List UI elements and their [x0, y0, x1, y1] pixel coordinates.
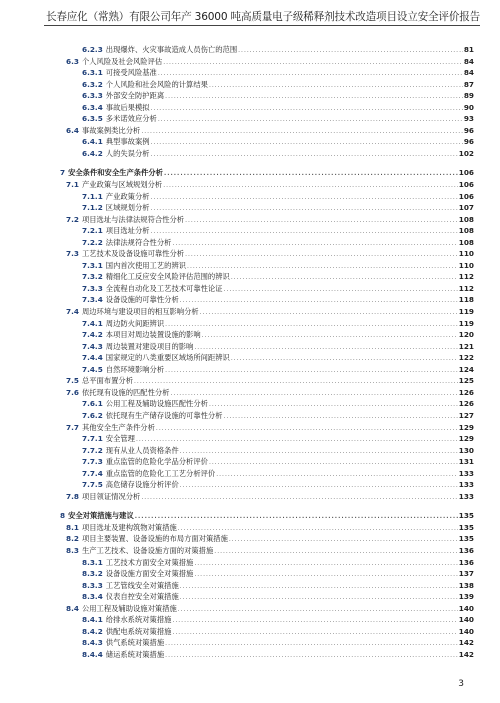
toc-entry[interactable] [60, 533, 474, 545]
toc-entry-title: 总平面布置分析 [81, 376, 134, 386]
toc-entry-title: 仪表自控安全对策措施 [105, 592, 179, 602]
toc-entry-title: 项目选址及建构筑物对策措施 [81, 522, 177, 532]
toc-entry-page: 112 [458, 272, 474, 282]
toc-entry-page: 133 [458, 491, 474, 501]
toc-entry-title: 工艺技术及设备设施可靠性分析 [81, 249, 185, 259]
toc-entry-number: 6.3.4 [82, 102, 103, 112]
toc-entry-number: 8.4.2 [82, 626, 103, 636]
toc-entry[interactable] [60, 580, 474, 592]
toc-entry-number: 7.4.3 [82, 341, 103, 351]
toc-entry[interactable] [60, 294, 474, 306]
toc-entry[interactable] [60, 260, 474, 272]
toc-entry-title: 本项目对周边装置设施的影响 [105, 330, 201, 340]
toc-entry-title: 出现爆炸、火灾事故造成人员伤亡的范围 [105, 45, 238, 54]
toc-entry-number: 7.1.2 [82, 203, 103, 213]
toc-entry-number: 8.3.4 [82, 592, 103, 602]
toc-entry-number: 8.3.2 [82, 569, 103, 579]
toc-entry[interactable] [60, 67, 474, 79]
toc-entry-title: 国家规定的八类重要区域场所间距辨识 [105, 353, 230, 363]
toc-entry[interactable] [60, 352, 474, 364]
toc-entry[interactable] [60, 545, 474, 557]
toc-entry-page: 119 [458, 318, 474, 328]
toc-entry[interactable] [60, 649, 474, 661]
toc-entry-title: 公用工程及辅助设施对策措施 [81, 603, 177, 613]
toc-entry-page: 96 [463, 125, 474, 135]
toc-entry[interactable] [60, 136, 474, 148]
toc-entry-page: 124 [458, 364, 474, 374]
toc-entry-page: 84 [463, 68, 474, 78]
toc-entry-page: 127 [458, 410, 474, 420]
toc-entry[interactable] [60, 433, 474, 445]
toc-entry-title: 国内首次使用工艺的辨识 [105, 260, 187, 270]
toc-entry-page: 140 [458, 615, 474, 625]
toc-entry-number: 8.1 [66, 522, 79, 532]
toc-entry-number: 7.4.5 [82, 364, 103, 374]
toc-entry-page: 140 [458, 603, 474, 613]
toc-entry[interactable] [60, 364, 474, 376]
toc-entry[interactable] [60, 79, 474, 91]
toc-entry[interactable] [60, 113, 474, 125]
toc-entry[interactable] [60, 44, 474, 56]
toc-entry[interactable] [60, 491, 474, 503]
toc-entry-number: 7.6 [66, 387, 79, 397]
toc-entry-page: 81 [463, 45, 474, 54]
toc-entry-title: 现有从业人员资格条件 [105, 445, 179, 455]
toc-entry-number: 6.4.2 [82, 148, 103, 158]
toc-entry-number: 7 [60, 168, 66, 178]
toc-entry-number: 8.4.3 [82, 638, 103, 648]
toc-entry-number: 7.6.1 [82, 399, 103, 409]
toc-entry-title: 可接受风险基准 [105, 68, 157, 78]
toc-entry[interactable] [60, 248, 474, 260]
toc-entry[interactable] [60, 179, 474, 191]
toc-entry-title: 储运系统对策措施 [105, 649, 165, 659]
toc-entry-title: 项目主要装置、设备设施的布局方面对策措施 [81, 534, 228, 544]
toc-entry-page: 106 [458, 191, 474, 201]
toc-entry-page: 102 [458, 148, 474, 158]
toc-entry-number: 8.4 [66, 603, 79, 613]
toc-entry-title: 事故案例类比分析 [81, 125, 141, 135]
toc-entry-number: 6.2.3 [82, 45, 103, 54]
toc-entry-number: 7.7.1 [82, 434, 103, 444]
toc-entry-number: 7.3.1 [82, 260, 103, 270]
toc-entry-page: 112 [458, 283, 474, 293]
toc-entry-title: 公用工程及辅助设施匹配性分析 [105, 399, 208, 409]
toc-entry[interactable] [60, 387, 474, 399]
toc-entry-number: 7.7.3 [82, 457, 103, 467]
toc-entry-number: 7.7 [66, 422, 79, 432]
toc-entry-page: 135 [458, 522, 474, 532]
toc-entry-page: 108 [458, 237, 474, 247]
toc-entry-number: 7.4.1 [82, 318, 103, 328]
toc-entry-number: 7.5 [66, 376, 79, 386]
toc-entry-number: 6.3.2 [82, 79, 103, 89]
toc-entry-number: 8.4.4 [82, 649, 103, 659]
toc-entry-page: 126 [458, 399, 474, 409]
toc-entry-title: 事故后果模拟 [105, 102, 150, 112]
toc-entry-page: 96 [463, 137, 474, 147]
toc-entry-page: 130 [458, 445, 474, 455]
toc-entry-page: 136 [458, 557, 474, 567]
toc-entry-page: 136 [458, 545, 474, 555]
toc-entry-number: 6.3 [66, 56, 79, 66]
toc-entry-title: 重点监管的危险化工工艺分析评价 [105, 468, 216, 478]
toc-entry-title: 外部安全防护距离 [105, 91, 165, 101]
toc-entry[interactable] [60, 318, 474, 330]
toc-entry-number: 7.2 [66, 214, 79, 224]
toc-entry-page: 133 [458, 480, 474, 490]
toc-entry[interactable] [60, 522, 474, 534]
toc-entry-number: 6.3.1 [82, 68, 103, 78]
toc-entry[interactable] [60, 603, 474, 615]
toc-entry[interactable] [60, 102, 474, 114]
toc-entry-title: 设备设施方面安全对策措施 [105, 569, 194, 579]
toc-entry-number: 7.3.3 [82, 283, 103, 293]
toc-entry[interactable] [60, 148, 474, 160]
toc-entry-page: 129 [458, 422, 474, 432]
toc-entry-number: 7.8 [66, 491, 79, 501]
toc-entry[interactable] [60, 191, 474, 203]
toc-entry[interactable] [60, 56, 474, 68]
toc-entry[interactable] [60, 614, 474, 626]
toc-entry-title: 供气系统对策措施 [105, 638, 165, 648]
toc-entry[interactable] [60, 445, 474, 457]
toc-entry[interactable] [60, 90, 474, 102]
toc-entry-number: 8.3.1 [82, 557, 103, 567]
toc-entry-title: 产业政策分析 [105, 191, 150, 201]
toc-entry-page: 119 [458, 307, 474, 317]
toc-entry-number: 7.3.4 [82, 295, 103, 305]
toc-entry-title: 精细化工反应安全风险评估范围的辨识 [105, 272, 230, 282]
toc-entry[interactable] [60, 510, 474, 522]
toc-entry-page: 84 [463, 56, 474, 66]
toc-entry-number: 7.2.1 [82, 226, 103, 236]
toc-entry-page: 135 [458, 511, 474, 521]
table-of-contents [60, 44, 474, 660]
toc-entry-title: 多米诺效应分析 [105, 114, 157, 124]
toc-entry-title: 人的失误分析 [105, 148, 150, 158]
toc-entry-page: 106 [458, 168, 474, 178]
toc-entry[interactable] [60, 225, 474, 237]
toc-entry-number: 7.3 [66, 249, 79, 259]
toc-entry-title: 周边环境与建设项目的相互影响分析 [81, 307, 199, 317]
toc-entry[interactable] [60, 167, 474, 179]
toc-entry-page: 118 [458, 295, 474, 305]
toc-entry-number: 7.3.2 [82, 272, 103, 282]
toc-entry[interactable] [60, 422, 474, 434]
toc-entry-page: 137 [458, 569, 474, 579]
toc-entry-page: 89 [463, 91, 474, 101]
toc-entry-title: 自然环境影响分析 [105, 364, 165, 374]
toc-entry-title: 典型事故案例 [105, 137, 150, 147]
toc-entry[interactable] [60, 283, 474, 295]
toc-entry-title: 依托现有设施的匹配性分析 [81, 387, 170, 397]
toc-entry-page: 122 [458, 353, 474, 363]
toc-entry[interactable] [60, 237, 474, 249]
toc-entry[interactable] [60, 375, 474, 387]
toc-entry-title: 生产工艺技术、设备设施方面的对策措施 [81, 545, 214, 555]
toc-entry[interactable] [60, 456, 474, 468]
toc-entry-title: 工艺管线安全对策措施 [105, 580, 179, 590]
toc-entry-title: 产业政策与区域规划分析 [81, 180, 163, 190]
toc-entry[interactable] [60, 626, 474, 638]
toc-entry-title: 个人风险及社会风险评估 [81, 56, 163, 66]
toc-entry[interactable] [60, 214, 474, 226]
page-number: 3 [458, 679, 464, 689]
toc-entry[interactable] [60, 410, 474, 422]
toc-entry-page: 121 [458, 341, 474, 351]
toc-entry-title: 给排水系统对策措施 [105, 615, 172, 625]
toc-entry-page: 135 [458, 534, 474, 544]
toc-entry-title: 设备设施的可靠性分析 [105, 295, 179, 305]
toc-entry-title: 区域规划分析 [105, 203, 150, 213]
toc-entry[interactable] [60, 341, 474, 353]
toc-entry-page: 140 [458, 626, 474, 636]
toc-entry-page: 106 [458, 180, 474, 190]
toc-leader-dots [141, 492, 457, 504]
toc-entry-number: 7.7.4 [82, 468, 103, 478]
toc-entry-page: 138 [458, 580, 474, 590]
toc-entry-page: 93 [463, 114, 474, 124]
toc-entry-title: 周边装置对建设项目的影响 [105, 341, 194, 351]
toc-entry[interactable] [60, 468, 474, 480]
toc-entry-number: 7.2.2 [82, 237, 103, 247]
toc-entry-number: 7.7.5 [82, 480, 103, 490]
toc-entry-page: 110 [458, 249, 474, 259]
toc-entry-number: 6.3.3 [82, 91, 103, 101]
toc-entry[interactable] [60, 557, 474, 569]
toc-entry-page: 129 [458, 434, 474, 444]
toc-entry-number: 6.4.1 [82, 137, 103, 147]
toc-entry[interactable] [60, 306, 474, 318]
toc-entry-page: 108 [458, 214, 474, 224]
toc-entry-number: 8 [60, 511, 66, 521]
toc-entry[interactable] [60, 479, 474, 491]
toc-entry-page: 142 [458, 638, 474, 648]
toc-entry-number: 7.1 [66, 180, 79, 190]
toc-entry-title: 重点监管的危险化学品分析评价 [105, 457, 208, 467]
toc-entry-page: 125 [458, 376, 474, 386]
toc-entry-title: 安全管理 [105, 434, 135, 444]
toc-entry-title: 周边防火间距辨识 [105, 318, 165, 328]
toc-entry-number: 8.3 [66, 545, 79, 555]
toc-entry[interactable] [60, 202, 474, 214]
toc-entry[interactable] [60, 568, 474, 580]
toc-entry[interactable] [60, 398, 474, 410]
toc-entry-title: 安全条件和安全生产条件分析 [68, 168, 163, 178]
toc-entry-number: 8.4.1 [82, 615, 103, 625]
toc-entry-number: 8.3.3 [82, 580, 103, 590]
toc-entry-number: 7.4 [66, 307, 79, 317]
toc-entry-page: 126 [458, 387, 474, 397]
toc-entry-number: 7.4.2 [82, 330, 103, 340]
toc-entry-page: 120 [458, 330, 474, 340]
toc-entry[interactable] [60, 329, 474, 341]
toc-entry-title: 工艺技术方面安全对策措施 [105, 557, 194, 567]
toc-entry-page: 107 [458, 203, 474, 213]
toc-entry-title: 全流程自动化及工艺技术可靠性论证 [105, 283, 223, 293]
toc-leader-dots [151, 149, 458, 161]
toc-entry-page: 90 [463, 102, 474, 112]
toc-entry[interactable] [60, 591, 474, 603]
toc-entry-number: 7.4.4 [82, 353, 103, 363]
toc-entry-title: 安全对策措施与建议 [68, 511, 134, 521]
toc-entry-title: 项目选址分析 [105, 226, 150, 236]
toc-entry-title: 个人风险和社会风险的计算结果 [105, 79, 208, 89]
toc-entry-title: 其他安全生产条件分析 [81, 422, 155, 432]
toc-entry-number: 7.6.2 [82, 410, 103, 420]
toc-entry[interactable] [60, 637, 474, 649]
toc-entry-title: 依托现有生产储存设施的可靠性分析 [105, 410, 223, 420]
toc-entry-title: 法律法规符合性分析 [105, 237, 172, 247]
toc-entry-page: 139 [458, 592, 474, 602]
toc-entry-page: 142 [458, 649, 474, 659]
toc-leader-dots [165, 650, 458, 662]
toc-entry-page: 133 [458, 468, 474, 478]
toc-entry[interactable] [60, 125, 474, 137]
toc-entry[interactable] [60, 271, 474, 283]
toc-entry-page: 108 [458, 226, 474, 236]
document-header: 长春应化（常熟）有限公司年产 36000 吨高质量电子级稀释剂技术改造项目设立安全评价报告 [46, 11, 480, 23]
toc-entry-page: 131 [458, 457, 474, 467]
toc-entry-page: 110 [458, 260, 474, 270]
toc-entry-title: 项目领证情况分析 [81, 491, 141, 501]
toc-entry-number: 7.7.2 [82, 445, 103, 455]
toc-entry-number: 8.2 [66, 534, 79, 544]
toc-entry-title: 供配电系统对策措施 [105, 626, 172, 636]
toc-entry-title: 项目选址与法律法规符合性分析 [81, 214, 185, 224]
toc-entry-number: 6.3.5 [82, 114, 103, 124]
header-divider [44, 25, 480, 26]
toc-entry-title: 高危储存设施分析评价 [105, 480, 179, 490]
toc-entry-page: 87 [463, 79, 474, 89]
toc-entry-number: 7.1.1 [82, 191, 103, 201]
toc-entry-number: 6.4 [66, 125, 79, 135]
